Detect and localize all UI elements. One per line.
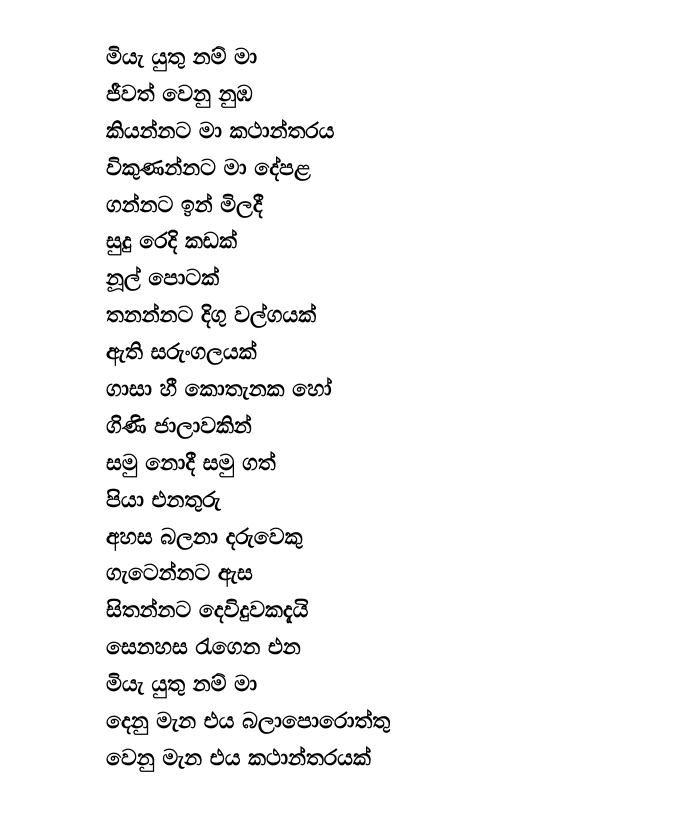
poem-line: නූල් පොටක් bbox=[106, 266, 220, 292]
poem-line: වෙනු මැන එය කථාන්තරයක් bbox=[106, 745, 371, 771]
poem-line: ගාසා හී කොතැනක හෝ bbox=[106, 377, 332, 403]
poem-line: ඇති සරුංගලයක් bbox=[106, 340, 257, 366]
poem-line: මියැ යුතු නම් මා bbox=[106, 672, 258, 698]
poem-line: සෙනහස රැගෙන එන bbox=[106, 635, 301, 661]
poem-line: විකුණන්නට මා දේපළ bbox=[106, 155, 311, 181]
poem-line: ගැටෙන්නට ඇස bbox=[106, 561, 253, 587]
poem-line: කියන්නට මා කථාන්තරය bbox=[106, 118, 335, 144]
poem-line: සිතන්නට දෙවිදුවකදැයි bbox=[106, 598, 309, 624]
poem-line: ගිණි ජාලාවකින් bbox=[106, 413, 252, 439]
poem-line: සුදු රෙදි කඩක් bbox=[106, 229, 237, 255]
poem-line: දෙනු මැන එය බලාපොරොත්තු bbox=[106, 709, 391, 735]
poem-line: අහස බලනා දරුවෙකු bbox=[106, 524, 303, 550]
poem-line: මියැ යුතු නම් මා bbox=[106, 45, 258, 70]
poem bbox=[106, 40, 390, 778]
poem-line: ගන්නට ඉන් මිලදී bbox=[106, 192, 263, 218]
poem-line: සමු නොදී සමු ගත් bbox=[106, 450, 276, 476]
poem-line: ජීවත් වෙනු නුඹ bbox=[106, 81, 253, 107]
poem-line: තනන්නට දිගු වල්ගයක් bbox=[106, 303, 317, 329]
poem-line: පියා එනතුරු bbox=[106, 487, 221, 513]
